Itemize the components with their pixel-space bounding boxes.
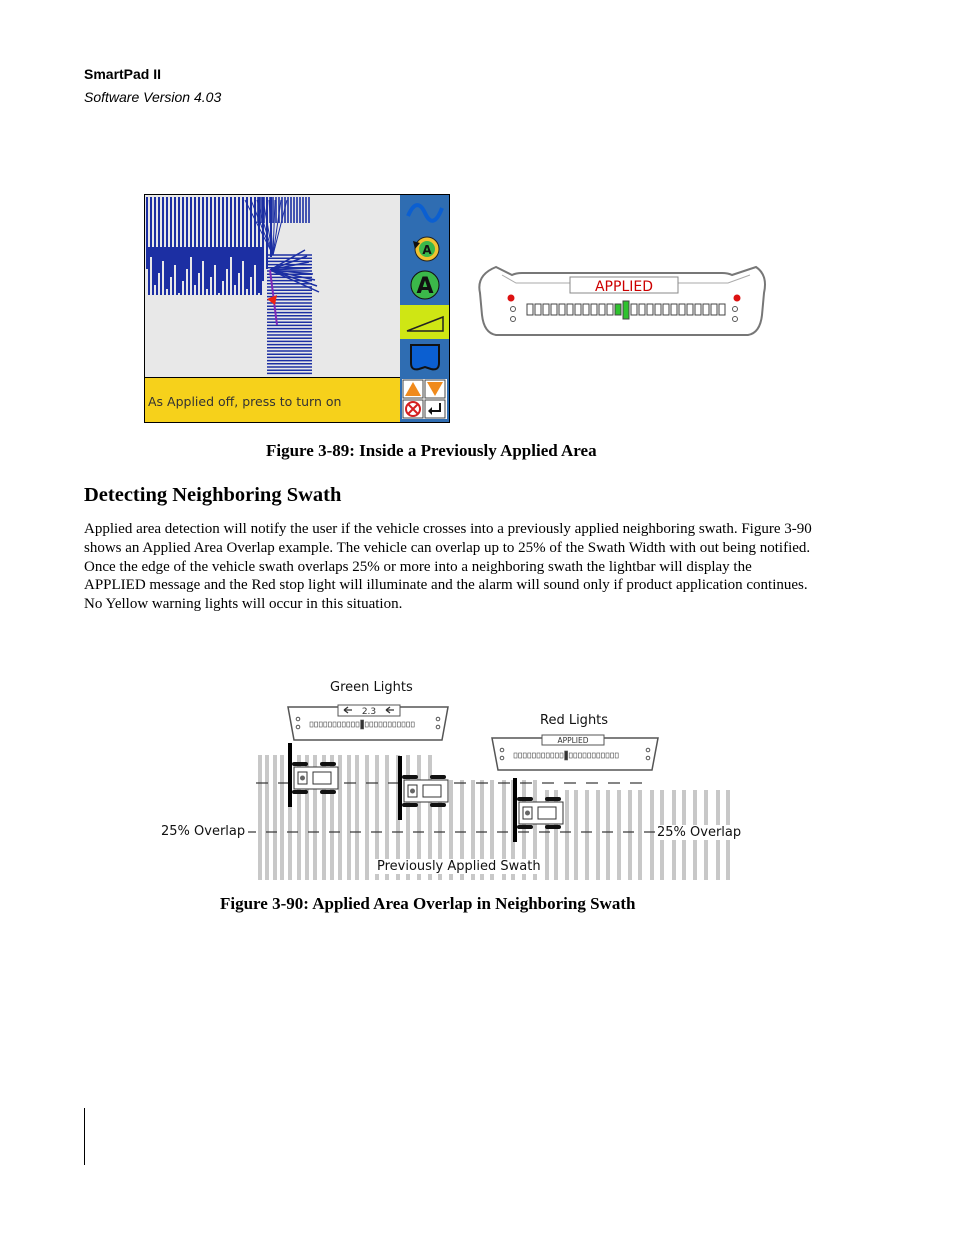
previously-applied-label: Previously Applied Swath [377, 859, 541, 874]
led [535, 304, 541, 315]
lightbar-value: 2.3 [361, 707, 377, 717]
overlap-diagram [160, 680, 740, 880]
spray-boom [513, 778, 517, 842]
cab-seat [525, 811, 530, 816]
swath-column [650, 790, 654, 880]
spray-boom [398, 756, 402, 820]
change-bar [84, 1108, 85, 1165]
swath-column [280, 755, 284, 880]
led [575, 304, 581, 315]
overlap-diagram-graphic [160, 680, 740, 880]
enter-icon[interactable] [425, 400, 445, 418]
green-lights-label: Green Lights [330, 680, 413, 695]
hood [423, 785, 441, 797]
swath-column [273, 755, 277, 880]
tire [292, 790, 308, 794]
lightbar-applied-text: APPLIED [557, 736, 589, 745]
led [695, 304, 701, 315]
swath-column [574, 790, 578, 880]
auto-steer-icon[interactable] [402, 269, 447, 301]
tire [320, 762, 336, 766]
figure-caption: Figure 3-89: Inside a Previously Applied Area [266, 441, 597, 460]
doc-product-title: SmartPad II [84, 66, 162, 82]
led [591, 304, 597, 315]
led [559, 304, 565, 315]
led [655, 304, 661, 315]
led [647, 304, 653, 315]
spray-boom [288, 743, 292, 807]
tire [320, 790, 336, 794]
swath-column [565, 790, 569, 880]
cycle-icon-letter: A [421, 243, 432, 257]
led [623, 301, 629, 319]
arrow-down-icon[interactable] [425, 380, 445, 398]
swath-column [338, 755, 342, 880]
device-screen [144, 194, 450, 423]
swath-column [628, 790, 632, 880]
led [551, 304, 557, 315]
led [687, 304, 693, 315]
cab-seat [300, 776, 305, 781]
led [703, 304, 709, 315]
auto-steer-cycle-icon[interactable] [402, 233, 447, 265]
lightbar-applied [476, 193, 768, 423]
led [543, 304, 549, 315]
tire [430, 775, 446, 779]
tire [402, 803, 418, 807]
ramp-icon[interactable] [400, 305, 449, 339]
body-paragraph: Applied area detection will notify the user if the vehicle crosses into a previously applied neighboring swath. Figure 3-90 shows an Applied Area Overlap example. The vehicle can overlap up to 25% of the Swath Width with out being notified. Once the edge of the vehicle swath overlaps 25% or more into a neighboring swath the lightbar will display the APPLIED message and the Red stop light will illuminate and the alarm will sound only if product application continues. No Yellow warning lights will occur in this situation. [84, 521, 812, 613]
led [719, 304, 725, 315]
action-button-group [402, 379, 447, 419]
lightbar-red [492, 735, 658, 770]
doc-software-version: Software Version 4.03 [84, 89, 222, 105]
led [527, 304, 533, 315]
led [663, 304, 669, 315]
swath-column [265, 755, 269, 880]
swath-column [355, 755, 359, 880]
red-lights-label: Red Lights [540, 713, 609, 728]
coverage-map-graphic [145, 195, 400, 377]
led [639, 304, 645, 315]
led [711, 304, 717, 315]
tire [430, 803, 446, 807]
tire [517, 825, 533, 829]
tire [545, 797, 561, 801]
auto-steer-letter: A [415, 274, 434, 299]
swath-column [606, 790, 610, 880]
led [599, 304, 605, 315]
stop-light-right [734, 295, 741, 302]
tire [545, 825, 561, 829]
swath-column [596, 790, 600, 880]
shield-icon[interactable] [402, 341, 447, 373]
section-heading: Detecting Neighboring Swath [84, 484, 342, 506]
swath-column [258, 755, 262, 880]
swath-column [638, 790, 642, 880]
led [631, 304, 637, 315]
tire [517, 797, 533, 801]
overlap-right-label: 25% Overlap [657, 825, 742, 840]
tire [402, 775, 418, 779]
led [607, 304, 613, 315]
wave-icon[interactable] [402, 197, 447, 229]
tire [292, 762, 308, 766]
lightbar-green [288, 705, 448, 740]
swath-column [365, 755, 369, 880]
swath-column [347, 755, 351, 880]
lightbar-message: APPLIED [594, 279, 654, 295]
swath-column [585, 790, 589, 880]
led [671, 304, 677, 315]
overlap-left-label: 25% Overlap [161, 824, 248, 839]
led [615, 304, 621, 315]
coverage-map [145, 195, 400, 377]
status-message-bar[interactable] [145, 377, 400, 422]
led [583, 304, 589, 315]
arrow-up-icon[interactable] [403, 380, 423, 398]
led [567, 304, 573, 315]
screen-sidebar [400, 195, 449, 422]
hood [313, 772, 331, 784]
figure-caption: Figure 3-90: Applied Area Overlap in Neighboring Swath [220, 894, 636, 913]
hood [538, 807, 556, 819]
led [679, 304, 685, 315]
swath-column [617, 790, 621, 880]
stop-light-left [508, 295, 515, 302]
status-message: As Applied off, press to turn on [148, 394, 342, 409]
cab-seat [410, 789, 415, 794]
cancel-icon[interactable] [403, 400, 423, 418]
